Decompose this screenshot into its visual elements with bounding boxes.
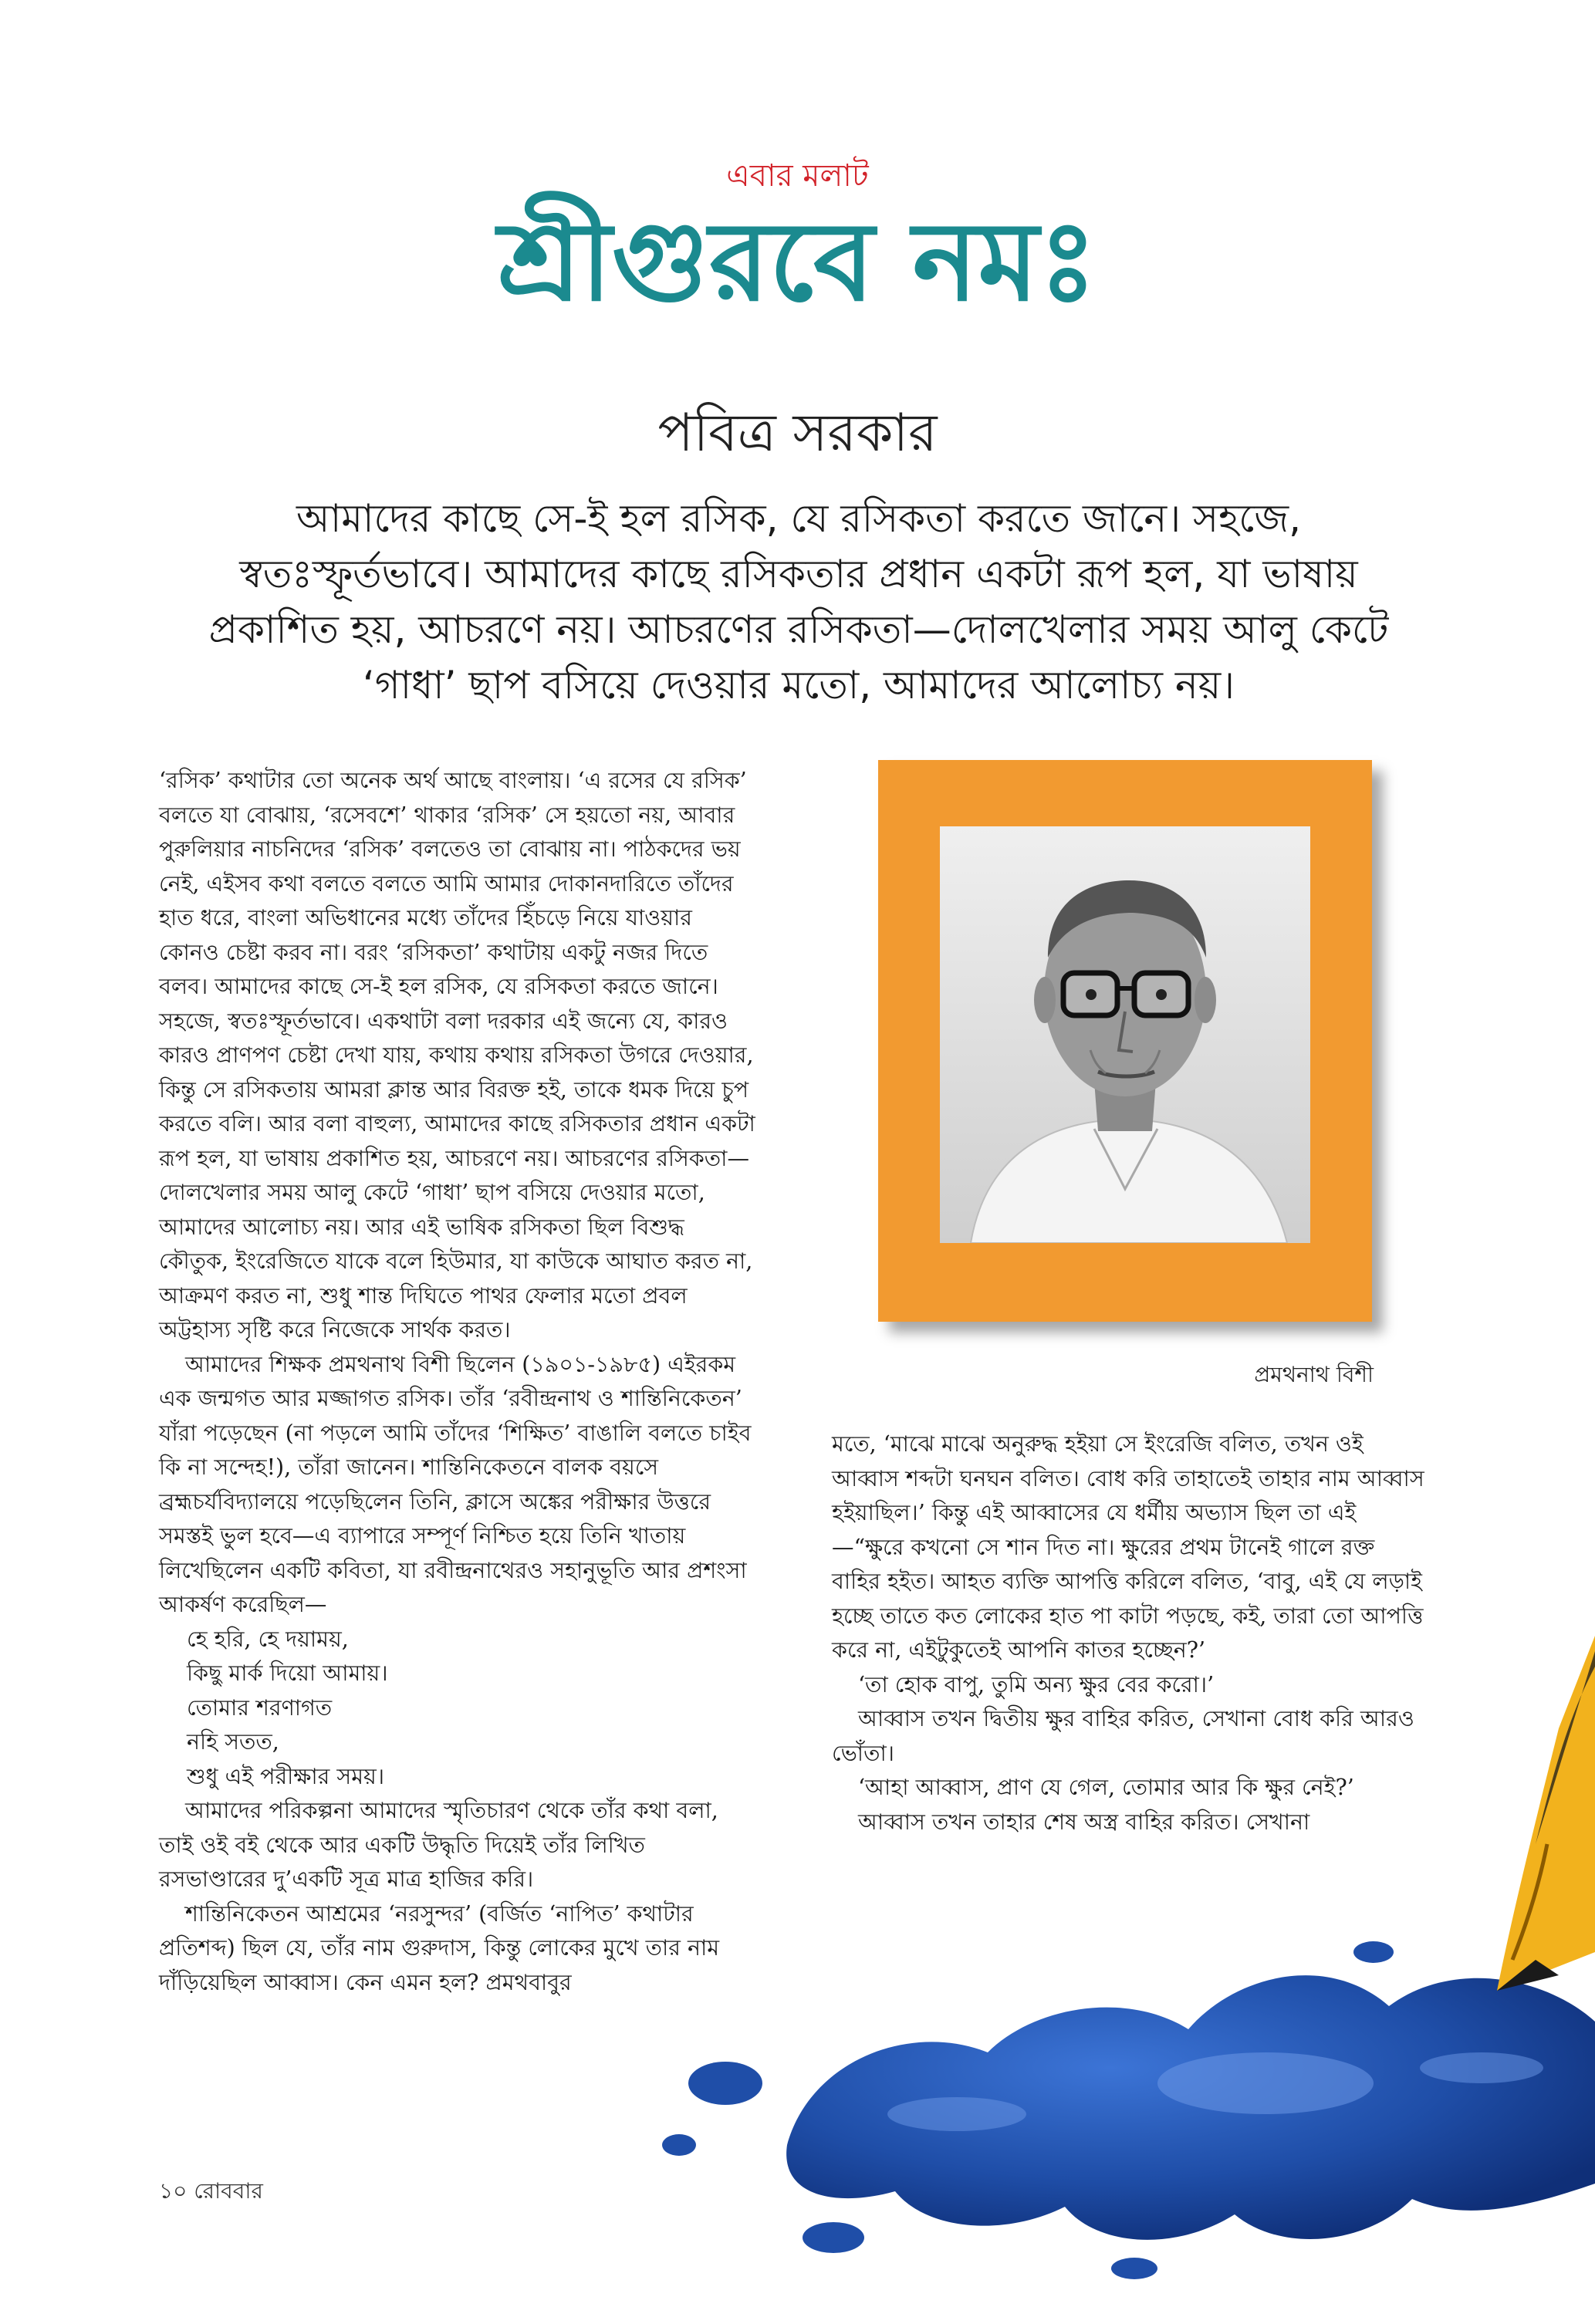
- fountain-pen-nib: [1497, 1636, 1595, 1991]
- body-paragraph: মতে, ‘মাঝে মাঝে অনুরুদ্ধ হইয়া সে ইংরেজি বলিত, তখন ওই আব্বাস শব্দটা ঘনঘন বলিত। বোধ করি তাহাতেই তাহার নাম আব্বাস হইয়াছিল।’ কিন্তু এই আব্বাসের যে ধর্মীয় অভ্যাস ছিল তা এই—“ক্ষুরে কখনো সে শান দিত না। ক্ষুরের প্রথম টানেই গালে রক্ত বাহির হইত। আহত ব্যক্তি আপত্তি করিলে বলিত, ‘বাবু, এই যে লড়াই হচ্ছে তাতে কত লোকের হাত পা কাটা পড়ছে, কই, তারা তো আপত্তি করে না, এইটুকুতেই আপনি কাতর হচ্ছেন?’: [832, 1431, 1424, 1663]
- portrait-photo: [940, 826, 1310, 1243]
- standfirst: আমাদের কাছে সে-ই হল রসিক, যে রসিকতা করতে জানে। সহজে, স্বতঃস্ফূর্তভাবে। আমাদের কাছে রসিকতার প্রধান একটা রূপ হল, যা ভাষায় প্রকাশিত হয়, আচরণে নয়। আচরণের রসিকতা—দোলখেলার সময় আলু কেটে ‘গাধা’ ছাপ বসিয়ে দেওয়ার মতো, আমাদের আলোচ্য নয়।: [208, 496, 1389, 708]
- verse-line: কিছু মার্ক দিয়ো আমায়।: [187, 1660, 388, 1686]
- body-paragraph: আব্বাস তখন দ্বিতীয় ক্ষুর বাহির করিত, সেখানা বোধ করি আরও ভোঁতা।: [832, 1706, 1414, 1766]
- ink-splash: [662, 1941, 1595, 2279]
- section-kicker: এবার মলাট: [726, 158, 869, 194]
- portrait-illustration: [940, 826, 1310, 1243]
- body-paragraph: শান্তিনিকেতন আশ্রমের ‘নরসুন্দর’ (বর্জিত ‘নাপিত’ কথাটার প্রতিশব্দ) ছিল যে, তাঁর নাম গুরুদাস, কিন্তু লোকের মুখে তার নাম দাঁড়িয়েছিল আব্বাস। কেন এমন হল? প্রমথবাবুর: [159, 1900, 720, 1995]
- verse-line: নহি সতত,: [187, 1729, 279, 1755]
- verse-line: তোমার শরণাগত: [187, 1694, 333, 1721]
- verse-line: শুধু এই পরীক্ষার সময়।: [187, 1763, 385, 1789]
- article-title: শ্রীগুরবে নমঃ: [498, 198, 1097, 326]
- body-paragraph: আমাদের পরিকল্পনা আমাদের স্মৃতিচারণ থেকে তাঁর কথা বলা, তাই ওই বই থেকে আর একটি উদ্ধৃতি দিয়েই তাঁর লিখিত রসভাণ্ডারের দু’একটি সূত্র মাত্র হাজির করি।: [159, 1798, 718, 1892]
- body-paragraph: ‘রসিক’ কথাটার তো অনেক অর্থ আছে বাংলায়। ‘এ রসের যে রসিক’ বলতে যা বোঝায়, ‘রসেবশে’ থাকার ‘রসিক’ সে হয়তো নয়, আবার পুরুলিয়ার নাচনিদের ‘রসিক’ বলতেও তা বোঝায় না। পাঠকদের ভয় নেই, এইসব কথা বলতে বলতে আমি আমার দোকানদারিতে তাঁদের হাত ধরে, বাংলা অভিধানের মধ্যে তাঁদের হিঁচড়ে নিয়ে যাওয়ার কোনও চেষ্টা করব না। বরং ‘রসিকতা’ কথাটায় একটু নজর দিতে বলব। আমাদের কাছে সে-ই হল রসিক, যে রসিকতা করতে জানে। সহজে, স্বতঃস্ফূর্তভাবে। একথাটা বলা দরকার এই জন্যে যে, কারও কারও প্রাণপণ চেষ্টা দেখা যায়, কথায় কথায় রসিকতা উগরে দেওয়ার, কিন্তু সে রসিকতায় আমরা ক্লান্ত আর বিরক্ত হই, তাকে ধমক দিয়ে চুপ করতে বলি। আর বলা বাহুল্য, আমাদের কাছে রসিকতার প্রধান একটা রূপ হল, যা ভাষায় প্রকাশিত হয়, আচরণে নয়। আচরণের রসিকতা—দোলখেলার সময় আলু কেটে ‘গাধা’ ছাপ বসিয়ে দেওয়ার মতো, আমাদের আলোচ্য নয়। আর এই ভাষিক রসিকতা ছিল বিশুদ্ধ কৌতুক, ইংরেজিতে যাকে বলে হিউমার, যা কাউকে আঘাত করত না, আক্রমণ করত না, শুধু শান্ত দিঘিতে পাথর ফেলার মতো প্রবল অট্টহাস্য সৃষ্টি করে নিজেকে সার্থক করত।: [159, 768, 755, 1343]
- body-paragraph: ‘তা হোক বাপু, তুমি অন্য ক্ষুর বের করো।’: [858, 1671, 1215, 1697]
- author-byline: পবিত্র সরকার: [657, 403, 938, 464]
- page-folio: ১০ রোববার: [159, 2178, 263, 2204]
- verse-line: হে হরি, হে দয়াময়,: [187, 1626, 349, 1652]
- portrait-frame: [878, 760, 1372, 1322]
- photo-caption: প্রমথনাথ বিশী: [1254, 1362, 1374, 1387]
- body-paragraph: আব্বাস তখন তাহার শেষ অস্ত্র বাহির করিত। সেখানা: [858, 1809, 1310, 1835]
- body-paragraph: আমাদের শিক্ষক প্রমথনাথ বিশী ছিলেন (১৯০১-১৯৮৫) এইরকম এক জন্মগত আর মজ্জাগত রসিক। তাঁর ‘রবীন্দ্রনাথ ও শান্তিনিকেতন’ যাঁরা পড়েছেন (না পড়লে আমি তাঁদের ‘শিক্ষিত’ বাঙালি বলতে চাইব কি না সন্দেহ!), তাঁরা জানেন। শান্তিনিকেতনে বালক বয়সে ব্রহ্মচর্যবিদ্যালয়ে পড়েছিলেন তিনি, ক্লাসে অঙ্কের পরীক্ষার উত্তরে সমস্তই ভুল হবে—এ ব্যাপারে সম্পূর্ণ নিশ্চিত হয়ে তিনি খাতায় লিখেছিলেন একটি কবিতা, যা রবীন্দ্রনাথেরও সহানুভূতি আর প্রশংসা আকর্ষণ করেছিল—: [159, 1351, 752, 1617]
- right-column: [832, 1427, 1428, 1839]
- body-paragraph: ‘আহা আব্বাস, প্রাণ যে গেল, তোমার আর কি ক্ষুর নেই?’: [858, 1775, 1354, 1800]
